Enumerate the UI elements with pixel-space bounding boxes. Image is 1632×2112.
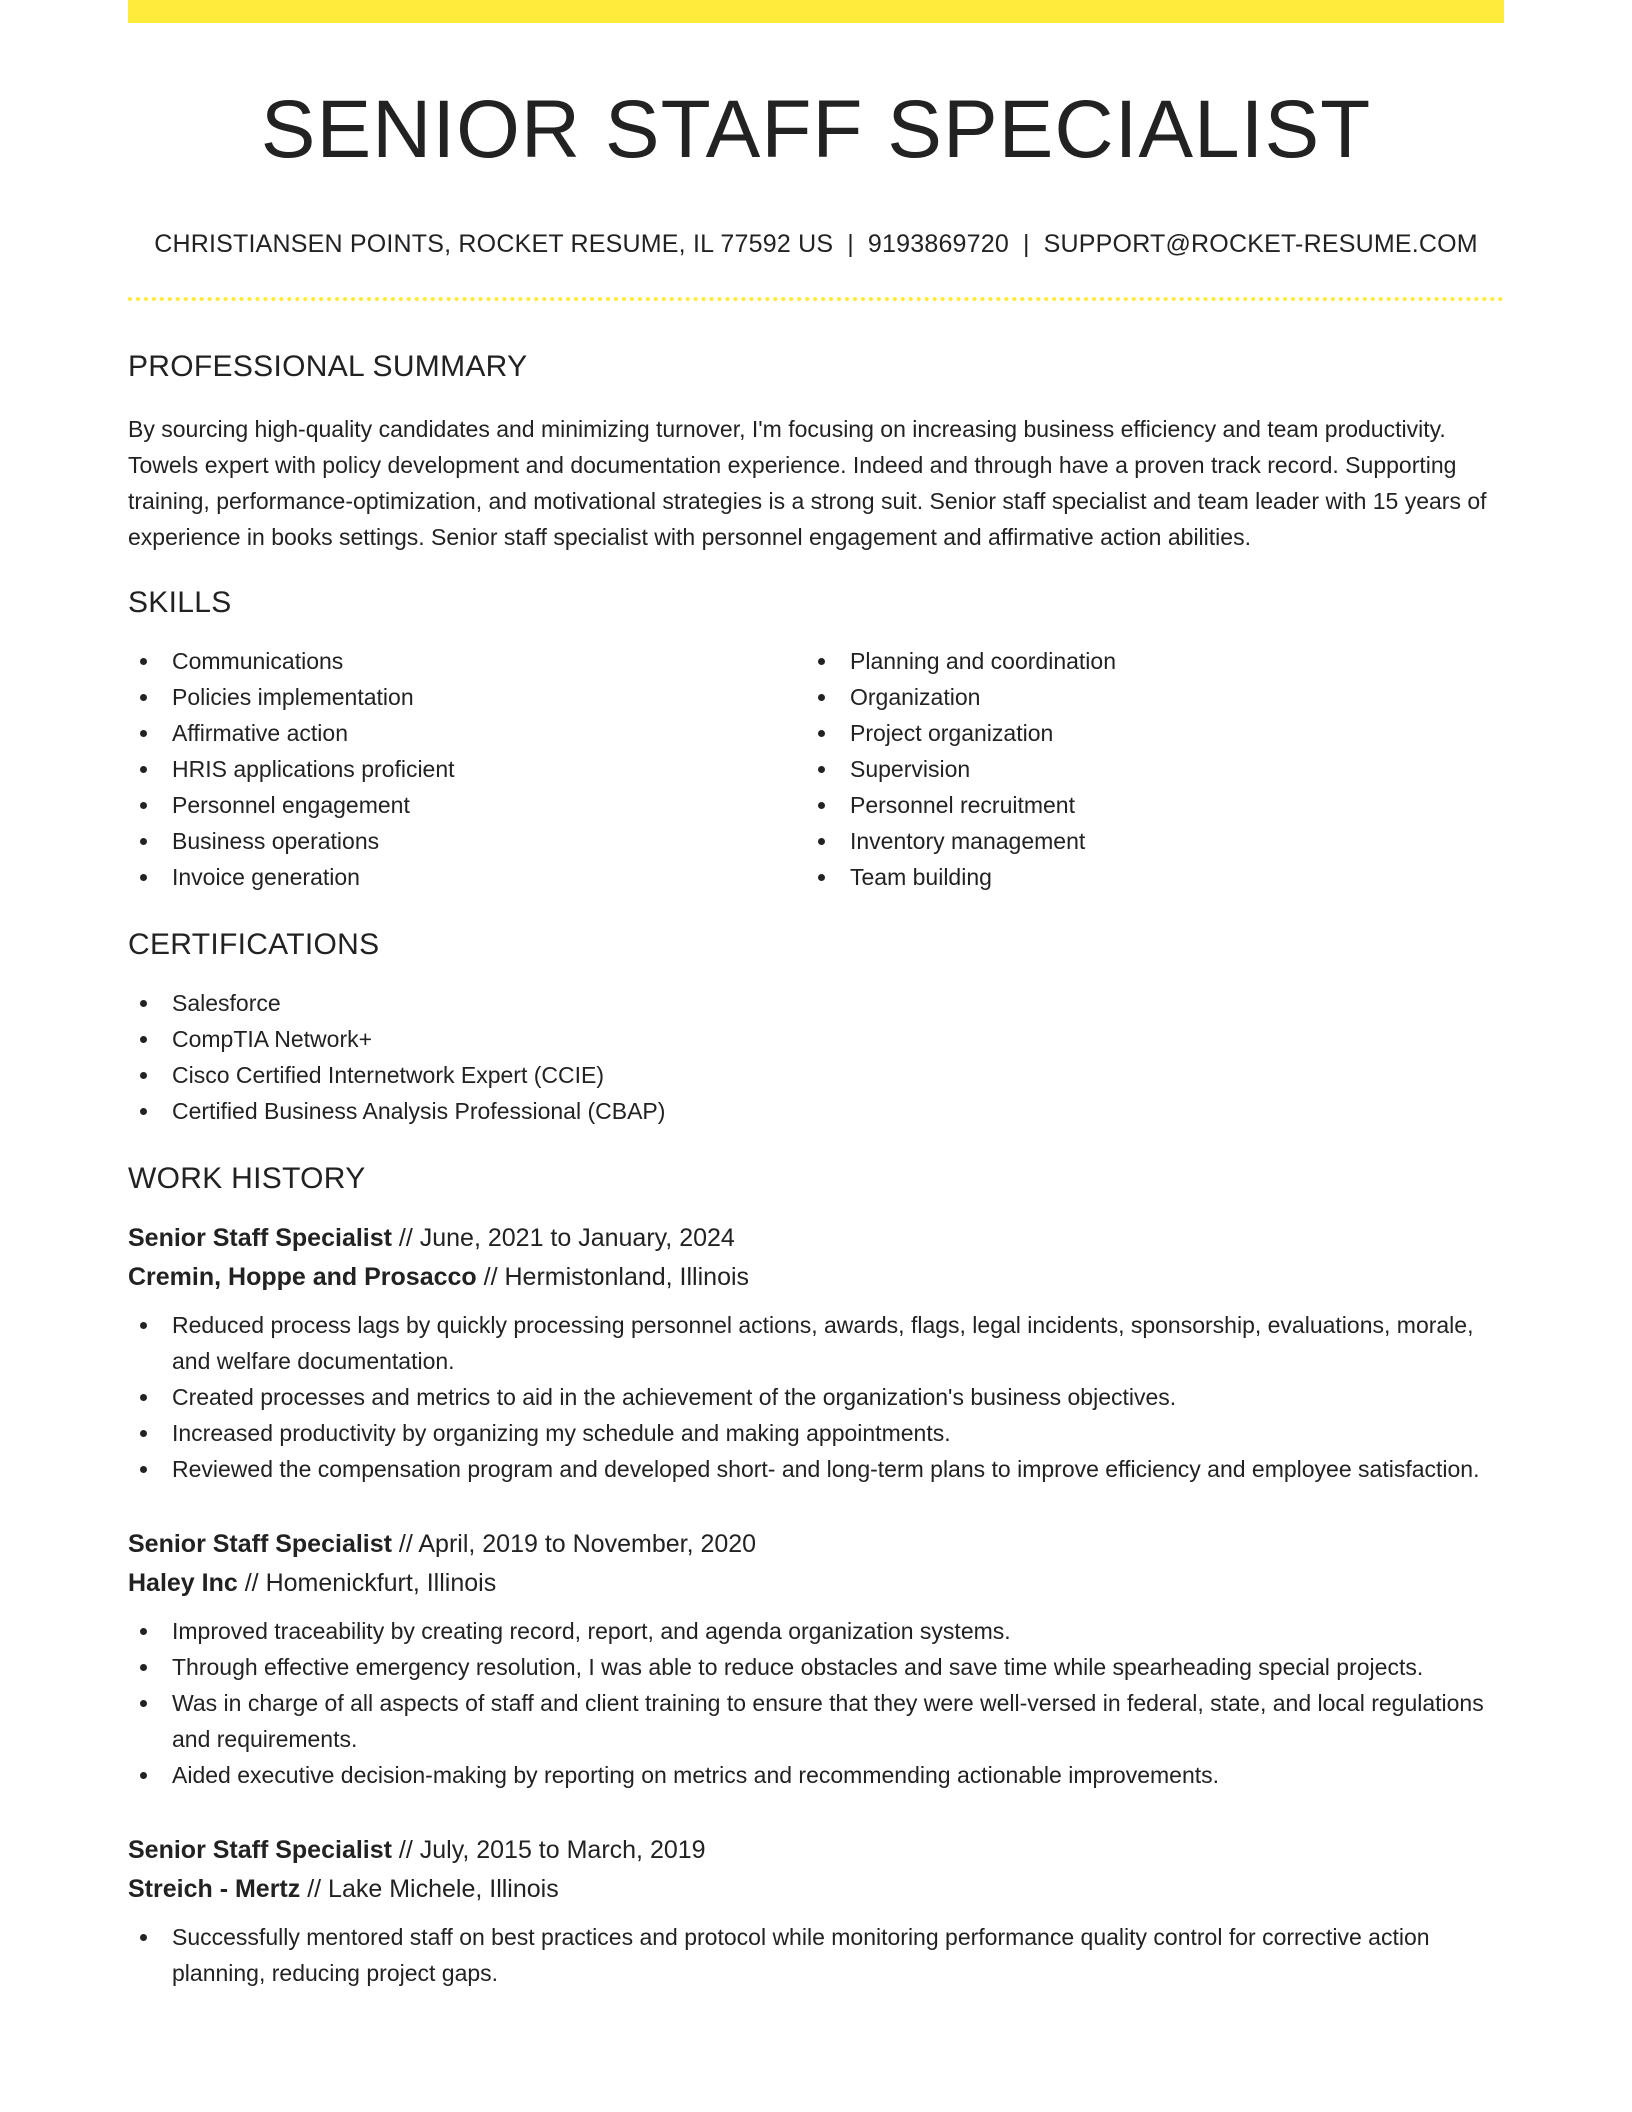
resume-name: SENIOR STAFF SPECIALIST <box>260 84 1372 175</box>
job-role: Senior Staff Specialist <box>128 1530 392 1559</box>
contact-line <box>128 229 1504 259</box>
job-company: Cremin, Hoppe and Prosacco <box>128 1263 477 1292</box>
job-location: // Lake Michele, Illinois <box>300 1875 559 1904</box>
skill-item: Project organization <box>806 715 1484 751</box>
skills-left-column <box>128 643 806 895</box>
job-entry <box>128 1525 1504 1793</box>
resume-page <box>128 0 1504 2112</box>
job-bullet-list <box>128 1613 1504 1793</box>
contact-separator: | <box>847 230 854 259</box>
job-company: Streich - Mertz <box>128 1875 301 1904</box>
contact-separator: | <box>1022 230 1030 259</box>
summary-text: By sourcing high-quality candidates and minimizing turnover, I'm focusing on increasing business efficiency and team productivity. Towels expert with policy development and documentation experience. Indeed and through have a proven track record. Supporting training, performance-optimization, and motivational strategies is a strong suit. Senior staff specialist and team leader with 15 years of experience in books settings. Senior staff specialist with personnel engagement and affirmative action abilities. <box>128 416 1487 551</box>
skill-item: Organization <box>806 679 1484 715</box>
job-company-line <box>128 1564 1504 1603</box>
job-dates: // June, 2021 to January, 2024 <box>391 1224 735 1253</box>
job-entry <box>128 1831 1504 1991</box>
certifications-list <box>128 985 1504 1129</box>
job-dates: // July, 2015 to March, 2019 <box>391 1836 706 1865</box>
job-bullet: Successfully mentored staff on best practices and protocol while monitoring performance quality control for corrective action planning, reducing project gaps. <box>128 1919 1504 1991</box>
job-title-line <box>128 1525 1504 1564</box>
job-location: // Homenickfurt, Illinois <box>237 1569 497 1598</box>
job-bullet: Increased productivity by organizing my schedule and making appointments. <box>128 1415 1504 1451</box>
job-company-line <box>128 1870 1504 1909</box>
skill-item: HRIS applications proficient <box>128 751 806 787</box>
skill-item: Personnel engagement <box>128 787 806 823</box>
skill-item: Team building <box>806 859 1484 895</box>
job-dates: // April, 2019 to November, 2020 <box>391 1530 757 1559</box>
job-title-line <box>128 1219 1504 1258</box>
job-entry <box>128 1219 1504 1487</box>
certifications-heading: CERTIFICATIONS <box>128 928 380 962</box>
dotted-divider <box>128 297 1504 301</box>
contact-address: CHRISTIANSEN POINTS, ROCKET RESUME, IL 77592 US <box>154 230 834 259</box>
skill-item: Affirmative action <box>128 715 806 751</box>
certification-item: CompTIA Network+ <box>128 1021 1504 1057</box>
summary-heading: PROFESSIONAL SUMMARY <box>128 350 528 384</box>
job-company: Haley Inc <box>128 1569 238 1598</box>
skill-item: Supervision <box>806 751 1484 787</box>
contact-phone: 9193869720 <box>867 230 1009 259</box>
skill-item: Communications <box>128 643 806 679</box>
job-bullet-list <box>128 1307 1504 1487</box>
job-bullet: Aided executive decision-making by reporting on metrics and recommending actionable improvements. <box>128 1757 1504 1793</box>
job-bullet: Reduced process lags by quickly processing personnel actions, awards, flags, legal incidents, sponsorship, evaluations, morale, and welfare documentation. <box>128 1307 1504 1379</box>
job-company-line <box>128 1258 1504 1297</box>
job-title-line <box>128 1831 1504 1870</box>
certification-item: Certified Business Analysis Professional (CBAP) <box>128 1093 1504 1129</box>
job-bullet-list <box>128 1919 1504 1991</box>
job-bullet: Improved traceability by creating record, report, and agenda organization systems. <box>128 1613 1504 1649</box>
job-bullet: Through effective emergency resolution, I was able to reduce obstacles and save time while spearheading special projects. <box>128 1649 1504 1685</box>
job-bullet: Created processes and metrics to aid in the achievement of the organization's business objectives. <box>128 1379 1504 1415</box>
job-bullet: Reviewed the compensation program and developed short- and long-term plans to improve efficiency and employee satisfaction. <box>128 1451 1504 1487</box>
skill-item: Inventory management <box>806 823 1484 859</box>
accent-top-bar <box>128 0 1504 23</box>
skills-grid <box>128 643 1504 895</box>
certification-item: Cisco Certified Internetwork Expert (CCIE) <box>128 1057 1504 1093</box>
skill-item: Planning and coordination <box>806 643 1484 679</box>
skills-heading: SKILLS <box>128 586 232 620</box>
skill-item: Personnel recruitment <box>806 787 1484 823</box>
job-bullet: Was in charge of all aspects of staff and client training to ensure that they were well-versed in federal, state, and local regulations and requirements. <box>128 1685 1504 1757</box>
job-location: // Hermistonland, Illinois <box>476 1263 750 1292</box>
skill-item: Policies implementation <box>128 679 806 715</box>
skill-item: Invoice generation <box>128 859 806 895</box>
certification-item: Salesforce <box>128 985 1504 1021</box>
skills-right-column <box>806 643 1484 895</box>
contact-email: SUPPORT@ROCKET-RESUME.COM <box>1043 230 1478 259</box>
job-role: Senior Staff Specialist <box>128 1224 392 1253</box>
job-role: Senior Staff Specialist <box>128 1836 392 1865</box>
skill-item: Business operations <box>128 823 806 859</box>
work-history-heading: WORK HISTORY <box>128 1162 366 1196</box>
